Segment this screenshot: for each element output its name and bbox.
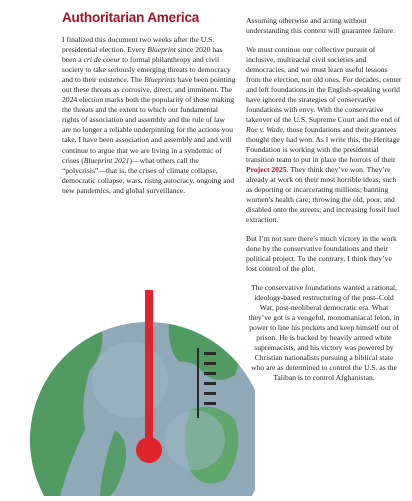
italic-phrase: Blueprint 2021 (83, 155, 130, 165)
text-run: since 2020 has been a (62, 45, 223, 65)
text-run: , those foundations and their grantees thought they had won. As I write this, the Heritage Foundation is working with the presidential transition team to put in place the horrors of their (246, 124, 400, 165)
highlight-link[interactable]: Project 2025 (246, 165, 287, 175)
right-column (246, 16, 404, 384)
right-paragraph-4: The conservative foundations wanted a rational, ideology-based restructuring of the post–Cold War, post-neoliberal democratic era. What they’ve got is a vengeful, monomaniacal felon, in power to line his pockets and keep himself out of prison. He is backed by heavily armed white supremacists, and his victory was powered by Christian nationalists pursuing a biblical state who are as determined to control the U.S. as the Taliban is to control Afghanistan. (248, 282, 400, 383)
italic-phrase: cri de coeur (83, 55, 121, 65)
right-paragraph-1: Assuming otherwise and acting without understanding this context will guarantee failure. (246, 16, 395, 36)
globe-thermometer-illustration (30, 290, 255, 496)
italic-phrase: Blueprint (147, 45, 176, 55)
right-paragraph-2 (246, 45, 404, 226)
right-paragraph-3: But I’m not sure there’s much victory in the work done by the conservative foundations and their political project. To the contrary, I think they’ve lost control of the plot. (246, 233, 397, 274)
text-run: )—what others call the “polycrisis”—that is, the crises of climate collapse, democratic collapse, wars, rising autocracy, ongoing and new pandemics, and global surveillance. (62, 155, 235, 195)
text-run: . They think they’ve won. They’re already at work on their most horrible ideas, such as deporting or incarcerating millions; banning women’s health care; throwing the old, poor, and disabled onto the streets; and increasing fossil fuel extraction. (246, 165, 400, 225)
text-run: to formal philanthropy and civil society to take seriously emerging threats to democracy and to their existence. The (62, 55, 231, 85)
globe-thermometer-icon (30, 290, 255, 496)
section-title: Authoritarian America (62, 10, 200, 25)
text-run: We must continue our collective pursuit of inclusive, multiracial civil societies and democracies, and we must learn useful lessons from the election, not old ones. For decades, center and left foundations in the English-speaking world have ignored the strategies of conservative foundations with envy. With the conservative takeover of the U.S. Supreme Court and the end of (246, 44, 402, 124)
left-paragraph-1 (62, 35, 236, 196)
left-column (62, 35, 236, 196)
text-run: have been pointing out these threats as corrosive, direct, and imminent. The 2024 election marks both the popularity of those making the threats and the extent to which our fundamental rights of association and assembly and the rule of law are no longer a reliable underpinning for the actions you take. I have been association and assembly and and will continue to argue that we are living in a syndemic of crises ( (62, 75, 236, 165)
text-run: I finalized this document two weeks after the U.S. presidential election. Every (62, 35, 215, 55)
italic-phrase: Roe v. Wade (246, 124, 283, 134)
italic-phrase: Blueprints (144, 75, 176, 85)
globe-icon (30, 290, 255, 496)
